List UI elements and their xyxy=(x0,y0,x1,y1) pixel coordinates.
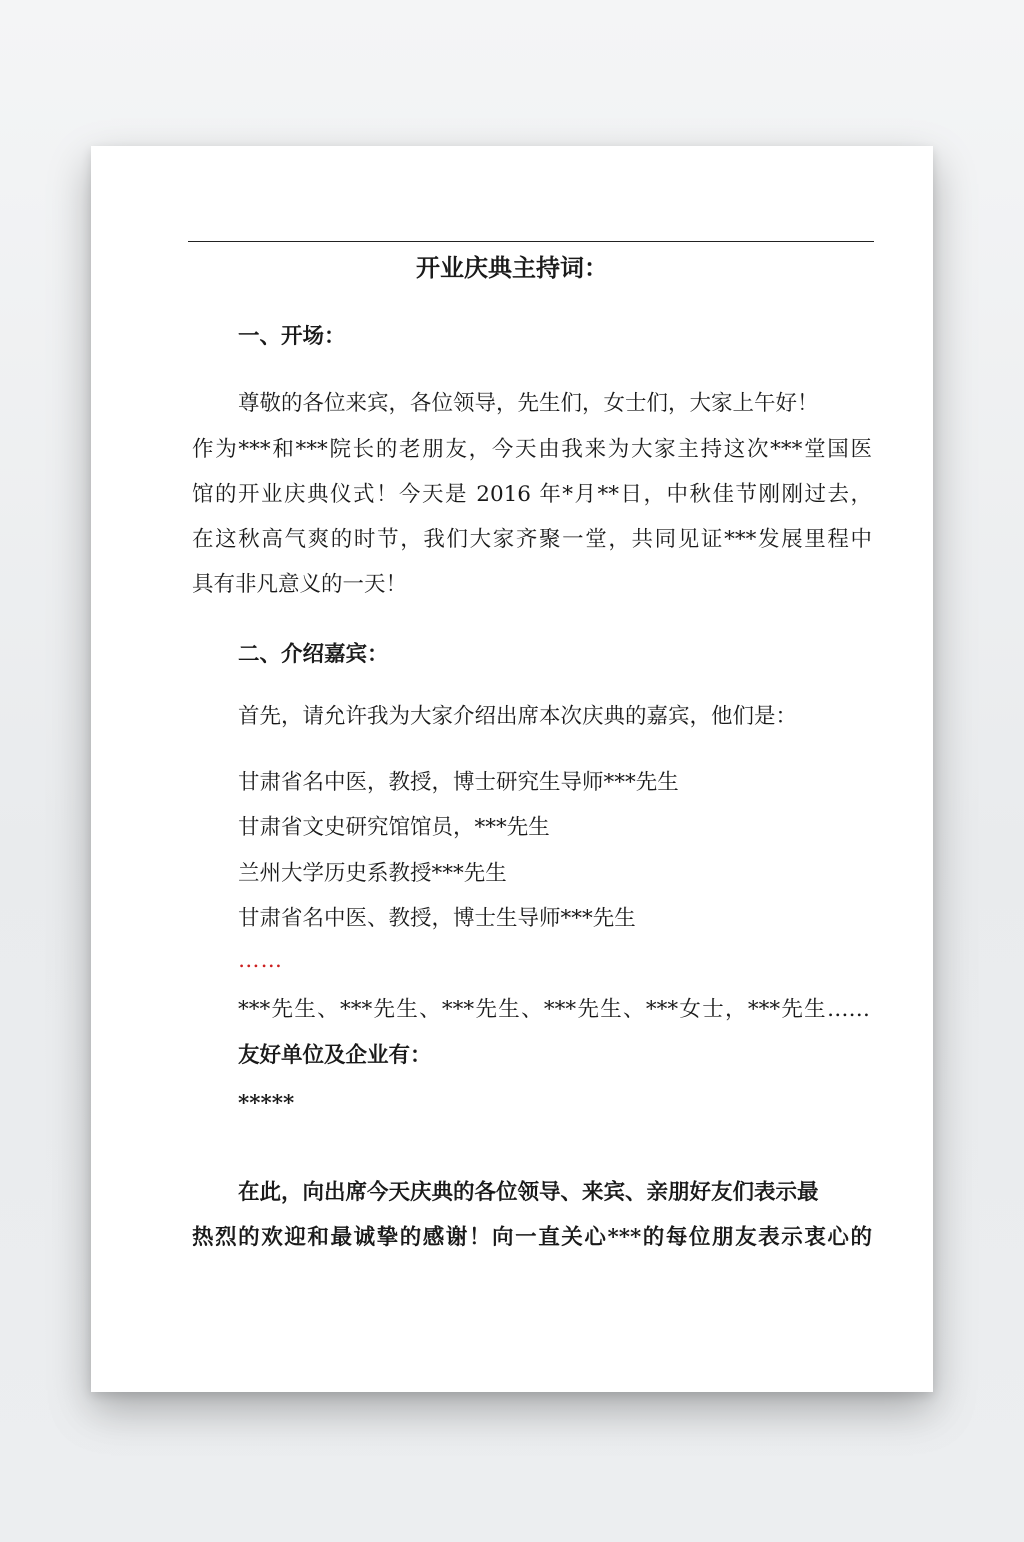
guest-item: 甘肃省名中医、教授，博士生导师***先生 xyxy=(238,906,636,931)
opening-paragraph-line-4: 在这秋高气爽的时节，我们大家齐聚一堂，共同见证***发展里程中 xyxy=(192,527,872,552)
section-heading-guests: 二、介绍嘉宾： xyxy=(238,642,389,667)
header-rule xyxy=(188,241,874,242)
section-heading-opening: 一、开场： xyxy=(238,324,346,349)
guest-item: 兰州大学历史系教授***先生 xyxy=(238,861,507,886)
document-title: 开业庆典主持词： xyxy=(416,253,608,282)
opening-paragraph-line-3: 馆的开业庆典仪式！今天是 2016 年*月**日，中秋佳节刚刚过去， xyxy=(192,482,872,507)
opening-paragraph-line-5: 具有非凡意义的一天！ xyxy=(192,572,408,597)
opening-paragraph-line-2: 作为***和***院长的老朋友，今天由我来为大家主持这次***堂国医 xyxy=(192,437,872,462)
partners-value: ***** xyxy=(238,1091,295,1116)
red-ellipsis: …… xyxy=(238,948,283,973)
guest-item: 甘肃省文史研究馆馆员，***先生 xyxy=(238,815,550,840)
more-guests-line: ***先生、***先生、***先生、***先生、***女士，***先生…… xyxy=(238,997,870,1022)
guest-intro-line: 首先，请允许我为大家介绍出席本次庆典的嘉宾，他们是： xyxy=(238,704,798,729)
opening-paragraph-line-1: 尊敬的各位来宾，各位领导，先生们，女士们，大家上午好！ xyxy=(238,391,819,416)
partners-label: 友好单位及企业有： xyxy=(238,1043,432,1068)
closing-paragraph-line-1: 在此，向出席今天庆典的各位领导、来宾、亲朋好友们表示最 xyxy=(238,1180,819,1205)
guest-item: 甘肃省名中医，教授，博士研究生导师***先生 xyxy=(238,770,679,795)
closing-paragraph-line-2: 热烈的欢迎和最诚挚的感谢！向一直关心***的每位朋友表示衷心的 xyxy=(192,1225,872,1250)
document-page xyxy=(91,146,933,1392)
